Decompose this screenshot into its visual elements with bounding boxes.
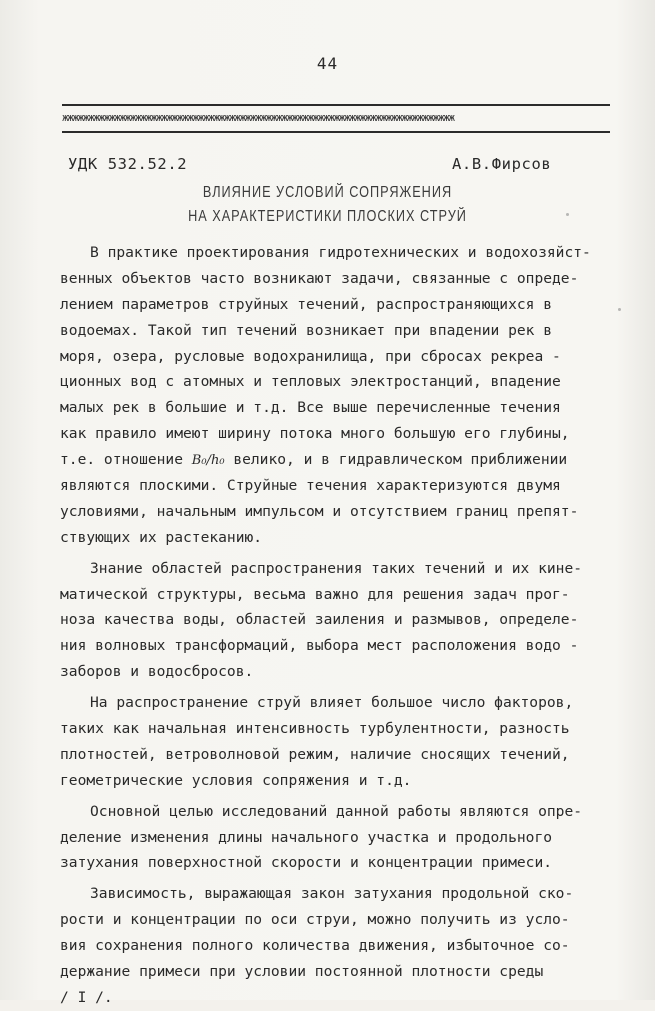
text-line: заборов и водосбросов. xyxy=(60,663,254,681)
article-title-line-2: НА ХАРАКТЕРИСТИКИ ПЛОСКИХ СТРУЙ xyxy=(188,208,467,225)
ratio-formula: B₀/h₀ xyxy=(191,453,225,469)
udk-code: УДК 532.52.2 xyxy=(68,155,188,173)
text-line: ния волновых трансформаций, выбора мест расположения водо - xyxy=(60,637,579,655)
text-line: ционных вод с атомных и тепловых электростанций, впадение xyxy=(60,373,561,391)
header-rule-bottom xyxy=(62,131,610,133)
page-number: 44 xyxy=(316,54,339,73)
text-line: На распространение струй влияет большое число факторов, xyxy=(90,694,574,712)
text-line: являются плоскими. Струйные течения характеризуются двумя xyxy=(60,477,561,495)
text-line: / I /. xyxy=(60,988,113,1006)
text-line: деление изменения длины начального участка и продольного xyxy=(60,828,553,846)
text-line: моря, озера, русловые водохранилища, при сбросах рекреа - xyxy=(60,347,561,365)
text-line: таких как начальная интенсивность турбулентности, разность xyxy=(60,720,570,738)
article-title-line-1: ВЛИЯНИЕ УСЛОВИЙ СОПРЯЖЕНИЯ xyxy=(202,184,453,201)
author-name: А.В.Фирсов xyxy=(452,155,552,173)
text-line: ствующих их растеканию. xyxy=(60,528,263,546)
text-fragment: велико, и в гидравлическом приближении xyxy=(224,451,568,469)
paragraph-5 xyxy=(60,881,620,1010)
text-line: венных объектов часто возникают задачи, связанные с опреде- xyxy=(60,269,579,287)
text-line: держание примеси при условии постоянной плотности среды xyxy=(60,963,544,981)
text-fragment: т.е. отношение xyxy=(60,451,192,469)
paragraph-1 xyxy=(60,240,620,551)
text-line: Основной целью исследований данной работы являются опре- xyxy=(90,802,583,820)
text-line: матической структуры, весьма важно для решения задач прог- xyxy=(60,585,570,603)
text-line: ноза качества воды, областей заиления и размывов, определе- xyxy=(60,611,579,629)
text-line: геометрические условия сопряжения и т.д. xyxy=(60,771,412,789)
paragraph-2 xyxy=(60,556,620,685)
text-line: Знание областей распространения таких течений и их кине- xyxy=(90,559,583,577)
text-line: вия сохранения полного количества движения, избыточное со- xyxy=(60,937,570,955)
text-line: рости и концентрации по оси струи, можно получить из усло- xyxy=(60,911,570,929)
text-line-with-ratio xyxy=(60,447,620,473)
text-line: условиями, начальным импульсом и отсутствием границ препят- xyxy=(60,502,579,520)
article-body xyxy=(60,240,620,1011)
text-line: малых рек в большие и т.д. Все выше перечисленные течения xyxy=(60,399,561,417)
ornament-border: жжжжжжжжжжжжжжжжжжжжжжжжжжжжжжжжжжжжжжжжжжжжжжжжжжжжжжжжжжжжжжжжжжжжжжжжжжж xyxy=(62,111,454,124)
paper-speck xyxy=(618,308,621,311)
text-line: Зависимость, выражающая закон затухания продольной ско- xyxy=(90,885,574,903)
text-line: лением параметров струйных течений, распространяющихся в xyxy=(60,295,553,313)
text-line: В практике проектирования гидротехнических и водохозяйст- xyxy=(90,244,591,261)
paper-speck xyxy=(566,213,569,216)
paragraph-4 xyxy=(60,799,620,877)
text-line: затухания поверхностной скорости и концентрации примеси. xyxy=(60,854,553,872)
header-rule-top xyxy=(62,104,610,106)
paragraph-3 xyxy=(60,690,620,794)
text-line: как правило имеют ширину потока много большую его глубины, xyxy=(60,425,570,443)
text-line: водоемах. Такой тип течений возникает при впадении рек в xyxy=(60,321,553,339)
text-line: плотностей, ветроволновой режим, наличие сносящих течений, xyxy=(60,745,570,763)
